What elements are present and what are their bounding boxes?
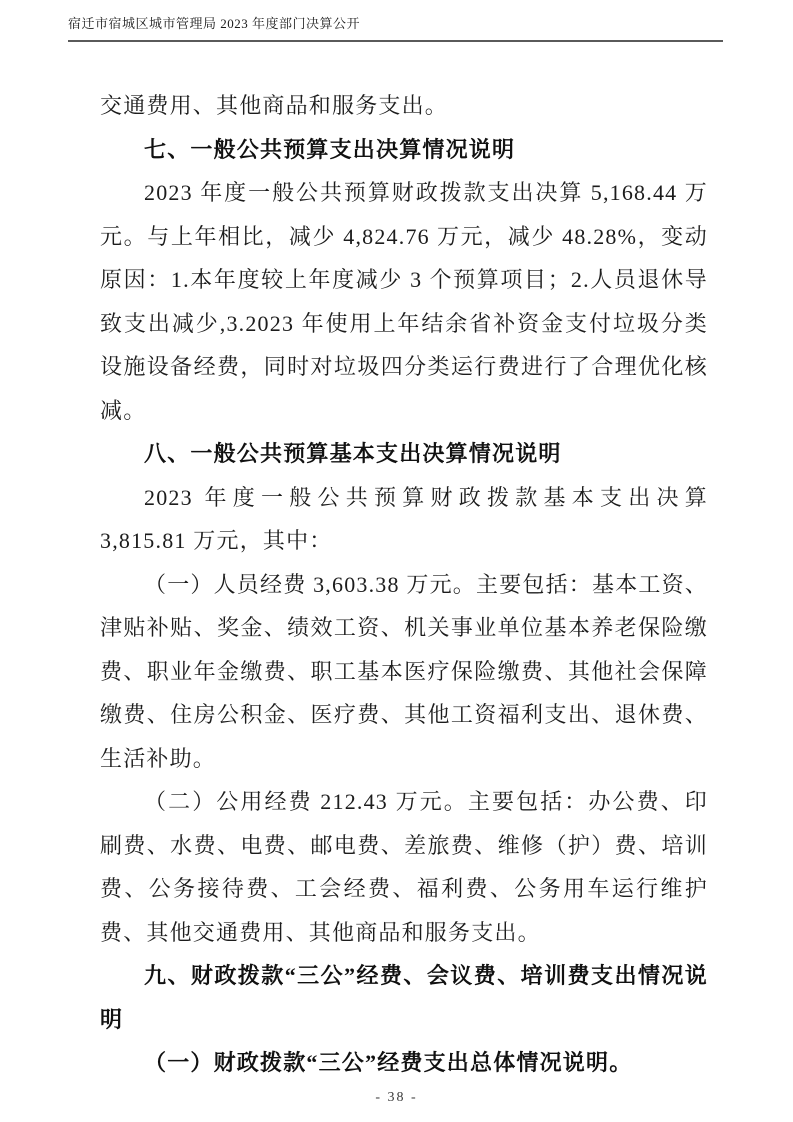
section-7-paragraph: 2023 年度一般公共预算财政拨款支出决算 5,168.44 万元。与上年相比，减少 4,824.76 万元，减少 48.28%，变动原因：1.本年度较上年度减少 3 个预算项目；2.人员退休导致支出减少,3.2023 年使用上年结余省补资金支付垃圾分类设施设备经费，同时对垃圾四分类运行费进行了合理优化核减。: [100, 180, 708, 423]
public-expense-paragraph: （二）公用经费 212.43 万元。主要包括：办公费、印刷费、水费、电费、邮电费、差旅费、维修（护）费、培训费、公务接待费、工会经费、福利费、公务用车运行维护费、其他交通费用、其他商品和服务支出。: [100, 789, 708, 945]
page-header: [68, 0, 723, 42]
header-title: 宿迁市宿城区城市管理局 2023 年度部门决算公开: [68, 16, 361, 31]
paragraph-continuation: 交通费用、其他商品和服务支出。: [100, 93, 449, 118]
section-8-intro-paragraph: 2023 年度一般公共预算财政拨款基本支出决算 3,815.81 万元，其中：: [100, 484, 708, 553]
section-9-heading: 九、财政拨款“三公”经费、会议费、培训费支出情况说明: [100, 963, 708, 1032]
section-7-heading: 七、一般公共预算支出决算情况说明: [144, 136, 516, 162]
section-9-sub-heading: （一）财政拨款“三公”经费支出总体情况说明。: [144, 1050, 633, 1075]
page-number: - 38 -: [375, 1090, 418, 1105]
personnel-expense-paragraph: （一）人员经费 3,603.38 万元。主要包括：基本工资、津贴补贴、奖金、绩效工资、机关事业单位基本养老保险缴费、职业年金缴费、职工基本医疗保险缴费、其他社会保障缴费、住房公积金、医疗费、其他工资福利支出、退休费、生活补助。: [100, 571, 709, 771]
section-8-heading: 八、一般公共预算基本支出决算情况说明: [144, 441, 562, 466]
page-body: [100, 84, 708, 1085]
